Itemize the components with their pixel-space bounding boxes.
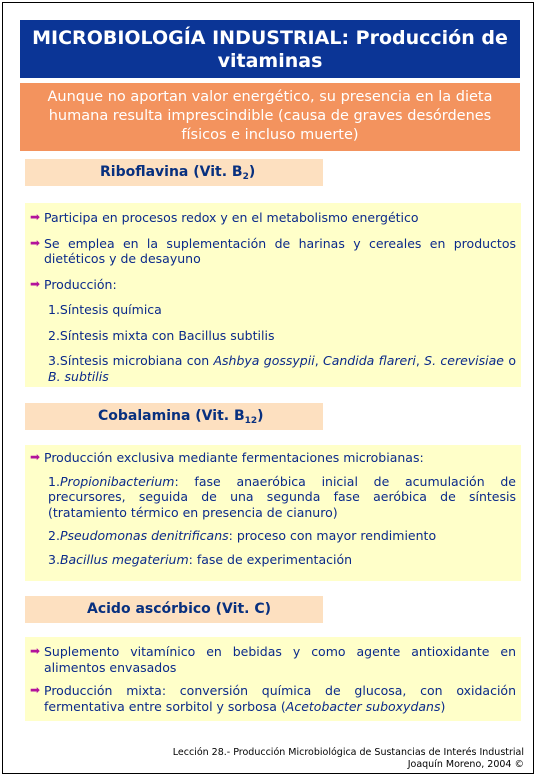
sub-item: [32, 552, 516, 568]
list-item: [32, 450, 516, 466]
sub-item-number: 3.: [48, 551, 60, 567]
heading-close: ): [248, 164, 256, 180]
list-item: [32, 683, 516, 714]
sub-item-text: 3.Síntesis microbiana con: [48, 353, 214, 368]
section-heading-riboflavina: [25, 159, 323, 186]
title-line-2: vitaminas: [217, 50, 323, 72]
arrow-right-icon: ➡: [30, 210, 41, 224]
sub-item-text: 1.Síntesis química: [48, 302, 162, 317]
list-item: [32, 210, 516, 226]
arrow-right-icon: ➡: [30, 644, 41, 658]
sub-item: [32, 328, 516, 344]
sub-item: [32, 302, 516, 318]
separator: o: [503, 353, 516, 368]
sub-item-text: 2.Síntesis mixta con Bacillus subtilis: [48, 327, 275, 343]
section-content-riboflavina: [25, 203, 521, 387]
list-item: [32, 236, 516, 267]
organism-name: Candida flareri: [323, 353, 416, 368]
organism-name: S. cerevisiae: [424, 353, 504, 368]
heading-text: Cobalamina (Vit. B: [98, 408, 245, 424]
heading-subscript: 2: [242, 172, 249, 182]
sub-item: [32, 353, 516, 384]
item-text: Producción:: [44, 276, 117, 292]
item-text: Participa en procesos redox y en el metabolismo energético: [44, 210, 419, 225]
organism-name: Propionibacterium: [59, 473, 175, 489]
intro-banner: [20, 83, 520, 151]
arrow-right-icon: ➡: [30, 683, 41, 697]
footer-author: Joaquín Moreno, 2004 ©: [407, 759, 524, 770]
sub-item-text: : fase de experimentación: [188, 551, 353, 567]
list-item: [32, 644, 516, 675]
heading-text: Acido ascórbico (Vit. C): [87, 601, 272, 617]
section-content-ascorbico: [25, 637, 521, 721]
list-item: [32, 277, 516, 293]
separator: ,: [415, 353, 425, 368]
intro-line-2: humana resulta imprescindible (causa de graves desórdenes: [48, 108, 492, 124]
organism-name: Bacillus megaterium: [59, 551, 189, 567]
intro-line-1: Aunque no aportan valor energético, su presencia en la dieta: [47, 89, 493, 105]
sub-item-text: : proceso con mayor rendimiento: [228, 528, 437, 543]
slide-title: [20, 20, 520, 78]
heading-close: ): [257, 408, 264, 424]
item-text: Producción exclusiva mediante fermentaciones microbianas:: [44, 450, 424, 465]
footer: [173, 747, 524, 771]
title-line-1: MICROBIOLOGÍA INDUSTRIAL: Producción de: [32, 27, 508, 49]
heading-subscript: 12: [244, 416, 258, 426]
arrow-right-icon: ➡: [30, 276, 41, 291]
organism-name: Acetobacter suboxydans: [285, 698, 441, 714]
heading-text: Riboflavina (Vit. B: [100, 164, 243, 180]
sub-item: [32, 528, 516, 544]
item-text: Producción mixta: conversión química de glucosa, con oxidación fermentativa entre sorbitol y sorbosa (: [44, 683, 516, 714]
section-heading-ascorbico: [25, 596, 323, 623]
separator: ,: [314, 353, 323, 368]
sub-item-text: : fase anaeróbica inicial de acumulación de precursores, seguida de una segunda fase aeróbica de síntesis (tratamiento térmico en presencia de cianuro): [48, 473, 516, 520]
item-text: Suplemento vitamínico en bebidas y como agente antioxidante en alimentos envasados: [44, 644, 516, 675]
sub-item: [32, 474, 516, 521]
section-content-cobalamina: [25, 445, 521, 581]
intro-line-3: físicos e incluso muerte): [181, 127, 359, 143]
footer-lesson: Lección 28.- Producción Microbiológica de Sustancias de Interés Industrial: [172, 747, 524, 758]
slide: [2, 2, 534, 774]
organism-name: Pseudomonas denitrificans: [59, 528, 229, 543]
arrow-right-icon: ➡: [30, 450, 41, 464]
sub-item-number: 1.: [48, 473, 60, 489]
item-text: Se emplea en la suplementación de harinas y cereales en productos dietéticos y de desayuno: [44, 235, 516, 266]
organism-name: B. subtilis: [48, 368, 109, 384]
sub-item-number: 2.: [48, 528, 60, 543]
organism-name: Ashbya gossypii: [213, 353, 315, 368]
item-text-end: ): [440, 698, 446, 714]
section-heading-cobalamina: [25, 403, 323, 430]
arrow-right-icon: ➡: [30, 235, 41, 250]
